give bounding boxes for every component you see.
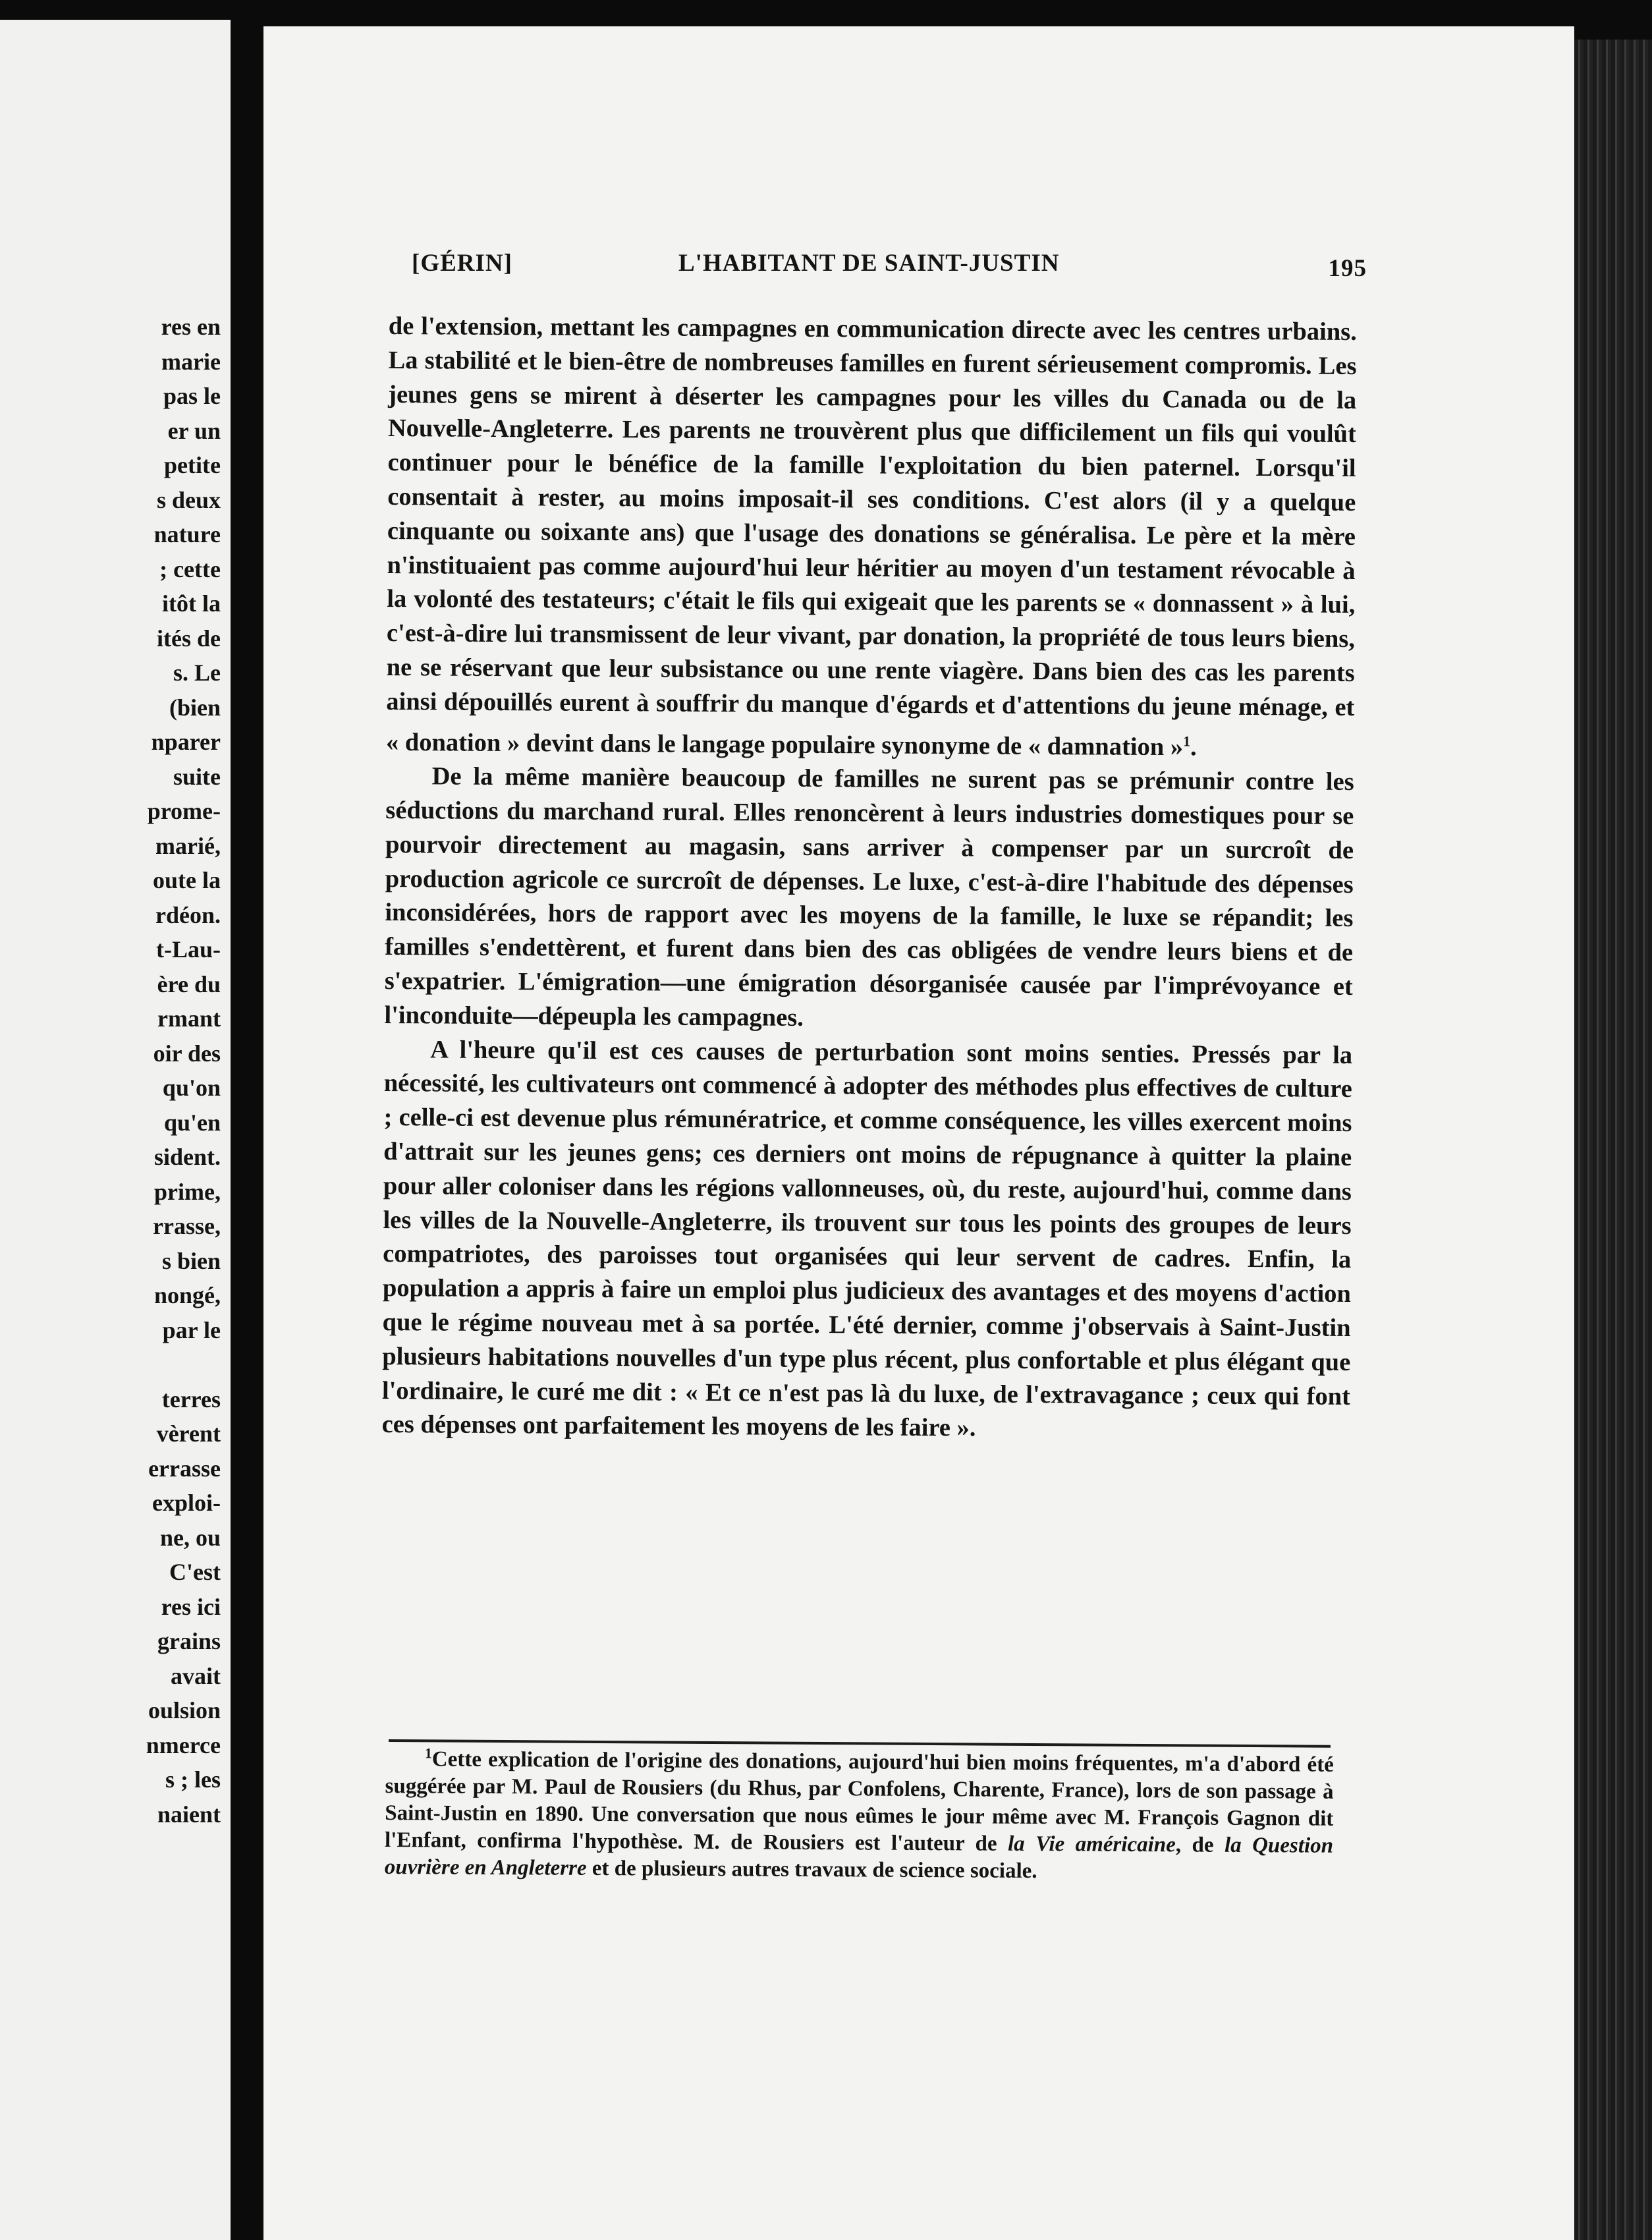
previous-page-line: exploi-	[152, 1490, 221, 1516]
previous-page-line: rdéon.	[155, 901, 221, 928]
previous-page-line: naient	[157, 1801, 221, 1828]
previous-page-line: prome-	[147, 798, 221, 824]
previous-page-line: ités de	[157, 625, 221, 652]
header-title: L'HABITANT DE SAINT-JUSTIN	[678, 250, 1060, 277]
page-number: 195	[1328, 255, 1367, 282]
previous-page-line: itôt la	[162, 590, 221, 617]
paragraph-1-text: de l'extension, mettant les campagnes en communication directe avec les centres urbains. La stabilité et le bien-être de nombreuses familles en furent sérieusement compromis. Les jeunes gens se mirent à déserter les campagnes pour les villes du Canada ou de la Nouvelle-Angleterre. Les parents ne trouvèrent plus que difficilement un fils qui voulût continuer pour le bénéfice de la famille l'exploitation du bien paternel. Lorsqu'il consentait à rester, au moins imposait-il ses conditions. C'est alors (il y a quelque cinquante ou soixante ans) que l'usage des donations se généralisa. Le père et la mère n'instituaient pas comme aujourd'hui leur héritier au moyen d'un testament révocable à la volonté des testateurs; c'était le fils qui exigeait que les parents se « donnassent » à lui, c'est-à-dire lui transmissent de leur vivant, par donation, la propriété de tous leurs biens, ne se réservant que leur subsistance ou une rente viagère. Dans bien des cas les parents ainsi dépouillés eurent à souffrir du manque d'égards et d'attentions du jeune ménage, et « donation » devint dans le langage populaire synonyme de « damnation »	[385, 312, 1357, 761]
previous-page-text	[0, 310, 221, 1832]
page-edges	[1574, 40, 1652, 2240]
footnotes	[385, 1739, 1334, 1887]
footnote-1	[385, 1739, 1334, 1887]
footnote-mark: 1	[424, 1745, 432, 1762]
previous-page-line: qu'on	[162, 1075, 221, 1101]
previous-page-line: terres	[161, 1386, 221, 1413]
paragraph-3: A l'heure qu'il est ces causes de perturbation sont moins senties. Pressés par la nécessité, les cultivateurs ont commencé à adopter des méthodes plus effectives de culture ; celle-ci est devenue plus rémunératrice, et comme conséquence, les villes exercent moins d'attrait sur les jeunes gens; ces derniers ont moins de répugnance à quitter la plaine pour aller coloniser dans les régions vallonneuses, où, du reste, aujourd'hui, comme dans les villes de la Nouvelle-Angleterre, ils trouvent sur tous les points des groupes de leurs compatriotes, des paroisses tout organisées qui leur servent de cadres. Enfin, la population a appris à faire un emploi plus judicieux des avantages et des moyens d'action que le régime nouveau met à sa portée. L'été dernier, comme j'observais à Saint-Justin plusieurs habitations nouvelles d'un type plus récent, plus confortable et plus élégant que l'ordinaire, le curé me dit : « Et ce n'est pas là du luxe, de l'extravagance ; ceux qui font ces dépenses ont parfaitement les moyens de les faire ».	[381, 1035, 1353, 1442]
paragraph-1	[386, 310, 1357, 766]
footnote-text-b: , de	[1175, 1833, 1225, 1857]
previous-page-line: par le	[162, 1316, 221, 1343]
previous-page-line: s ; les	[165, 1766, 221, 1793]
previous-page-line: ère du	[157, 970, 221, 997]
previous-page-line: sident.	[153, 1144, 221, 1170]
header-author: [GÉRIN]	[412, 250, 512, 277]
previous-page-line: marié,	[155, 832, 221, 859]
previous-page-line: er un	[167, 417, 221, 444]
previous-page-line: rmant	[157, 1005, 221, 1032]
previous-page-line: grains	[157, 1628, 221, 1654]
previous-page-line: (bien	[169, 694, 221, 721]
previous-page-line: ; cette	[159, 555, 221, 582]
previous-page-line: res ici	[161, 1593, 221, 1620]
paragraph-2: De la même manière beaucoup de familles ne surent pas se prémunir contre les séductions du marchand rural. Elles renoncèrent à leurs industries domestiques pour se pourvoir directement au magasin, sans arriver à compenser par un surcroît de production agricole ce surcroît de dépenses. Le luxe, c'est-à-dire l'habitude des dépenses inconsidérées, hors de rapport avec les moyens de la famille, le luxe se répandit; les familles s'endettèrent, et furent dans bien des cas obligées de vendre leurs biens et de s'expatrier. L'émigration—une émigration désorganisée causée par l'imprévoyance et l'inconduite—dépeupla les campagnes.	[384, 762, 1354, 1032]
previous-page-line: nparer	[151, 729, 221, 755]
previous-page-line: oute la	[153, 867, 221, 893]
previous-page-line: suite	[173, 763, 221, 790]
footnote-italic-title-1: la Vie américaine	[1007, 1832, 1176, 1857]
previous-page-line: vèrent	[156, 1420, 221, 1447]
footnote-italic-title-2: la Question ouvrière en Angleterre	[384, 1833, 1334, 1880]
previous-page-line: s deux	[156, 486, 221, 513]
previous-page-line: oir des	[153, 1040, 221, 1067]
previous-page-line: nature	[153, 521, 221, 547]
previous-page-line: qu'en	[163, 1109, 221, 1136]
footnote-reference: 1	[1183, 732, 1191, 750]
previous-page-line: prime,	[154, 1178, 221, 1205]
previous-page	[0, 20, 231, 2240]
previous-page-line: pas le	[163, 383, 221, 409]
previous-page-line: marie	[161, 348, 221, 375]
previous-page-line: ne, ou	[159, 1524, 221, 1551]
previous-page-line: s bien	[161, 1247, 221, 1274]
previous-page-line: petite	[164, 452, 221, 478]
previous-page-line: res en	[161, 314, 221, 340]
previous-page-line: nmerce	[146, 1731, 221, 1758]
previous-page-line: oulsion	[148, 1697, 221, 1723]
previous-page-line: nongé,	[153, 1282, 221, 1308]
running-header	[412, 249, 1367, 289]
previous-page-line: C'est	[169, 1559, 221, 1585]
footnote-text-a: Cette explication de l'origine des donations, aujourd'hui bien moins fréquentes, m'a d'abord été suggérée par M. Paul de Rousiers (du Rhus, par Confolens, Charente, France), lors de son passage à Saint-Justin en 1890. Une conversation que nous eûmes le jour même avec M. François Gagnon dit l'Enfant, confirma l'hypothèse. M. de Rousiers est l'auteur de	[384, 1747, 1334, 1856]
footnote-text-c: et de plusieurs autres travaux de science sociale.	[586, 1856, 1037, 1884]
paragraph-1-end: .	[1190, 733, 1197, 761]
body-text	[381, 310, 1356, 1448]
previous-page-line: errasse	[148, 1455, 221, 1482]
previous-page-line: avait	[171, 1662, 221, 1689]
previous-page-line	[0, 1347, 221, 1382]
previous-page-line: t-Lau-	[156, 936, 221, 963]
previous-page-line: s. Le	[173, 659, 221, 686]
previous-page-line: rrasse,	[153, 1213, 221, 1239]
